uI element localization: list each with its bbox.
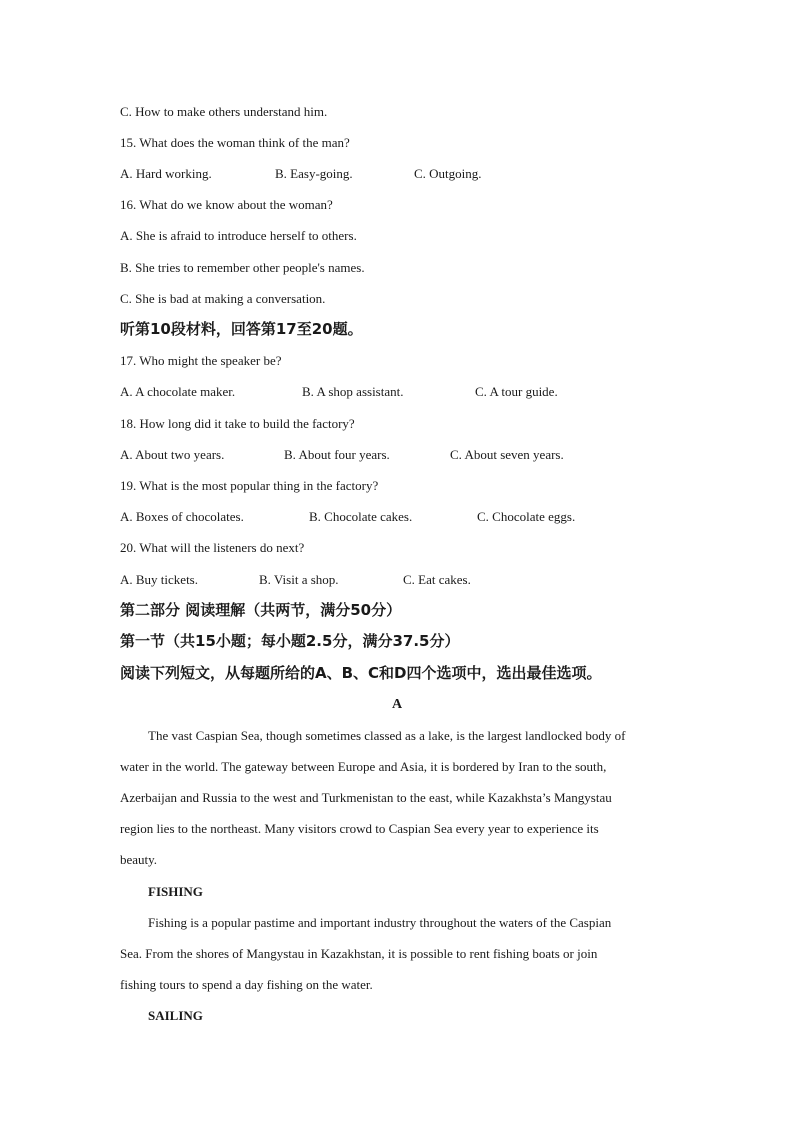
fishing-line: Fishing is a popular pastime and important industry throughout the waters of the Caspian (148, 915, 612, 930)
q18-option-a: A. About two years. (120, 447, 225, 462)
q17-question: 17. Who might the speaker be? (120, 353, 282, 368)
q15-option-c: C. Outgoing. (414, 166, 482, 181)
q17-option-a: A. A chocolate maker. (120, 384, 236, 399)
q15-question: 15. What does the woman think of the man? (120, 135, 350, 150)
q17-option-c: C. A tour guide. (475, 384, 558, 399)
q18-option-b: B. About four years. (284, 447, 390, 462)
passage-label: A (391, 697, 403, 712)
q18-option-c: C. About seven years. (450, 447, 564, 462)
q17-option-b: B. A shop assistant. (302, 384, 404, 399)
fishing-line: Sea. From the shores of Mangystau in Kazakhstan, it is possible to rent fishing boats or join (120, 946, 598, 961)
q19-question: 19. What is the most popular thing in the factory? (120, 478, 379, 493)
q15-option-a: A. Hard working. (120, 166, 212, 181)
q19-option-b: B. Chocolate cakes. (309, 509, 413, 524)
reading-section-heading: 第一节（共15小题；每小题2.5分，满分37.5分） (120, 632, 460, 650)
q14-option-c: C. How to make others understand him. (120, 104, 328, 119)
q20-option-b: B. Visit a shop. (259, 572, 339, 587)
q16-question: 16. What do we know about the woman? (120, 197, 333, 212)
passage-line: Azerbaijan and Russia to the west and Turkmenistan to the east, while Kazakhsta’s Mangystau (120, 790, 612, 805)
passage-line: region lies to the northeast. Many visitors crowd to Caspian Sea every year to experience its (120, 821, 599, 836)
fishing-line: fishing tours to spend a day fishing on the water. (120, 977, 373, 992)
fishing-heading: FISHING (148, 884, 203, 899)
reading-part-heading: 第二部分 阅读理解（共两节，满分50分） (120, 601, 402, 619)
q16-option-b: B. She tries to remember other people's names. (120, 260, 365, 275)
passage-line: beauty. (120, 852, 158, 867)
sailing-heading: SAILING (148, 1008, 203, 1023)
q20-option-a: A. Buy tickets. (120, 572, 198, 587)
passage-line: The vast Caspian Sea, though sometimes classed as a lake, is the largest landlocked body of (148, 728, 626, 743)
reading-instruction: 阅读下列短文，从每题所给的A、B、C和D四个选项中，选出最佳选项。 (120, 664, 602, 682)
q15-option-b: B. Easy-going. (275, 166, 353, 181)
q16-option-a: A. She is afraid to introduce herself to others. (120, 228, 357, 243)
q20-question: 20. What will the listeners do next? (120, 540, 305, 555)
section10-heading: 听第10段材料，回答第17至20题。 (120, 320, 363, 338)
q20-option-c: C. Eat cakes. (403, 572, 471, 587)
q19-option-c: C. Chocolate eggs. (477, 509, 576, 524)
q16-option-c: C. She is bad at making a conversation. (120, 291, 326, 306)
q19-option-a: A. Boxes of chocolates. (120, 509, 244, 524)
passage-line: water in the world. The gateway between Europe and Asia, it is bordered by Iran to the south, (120, 759, 607, 774)
q18-question: 18. How long did it take to build the factory? (120, 416, 355, 431)
